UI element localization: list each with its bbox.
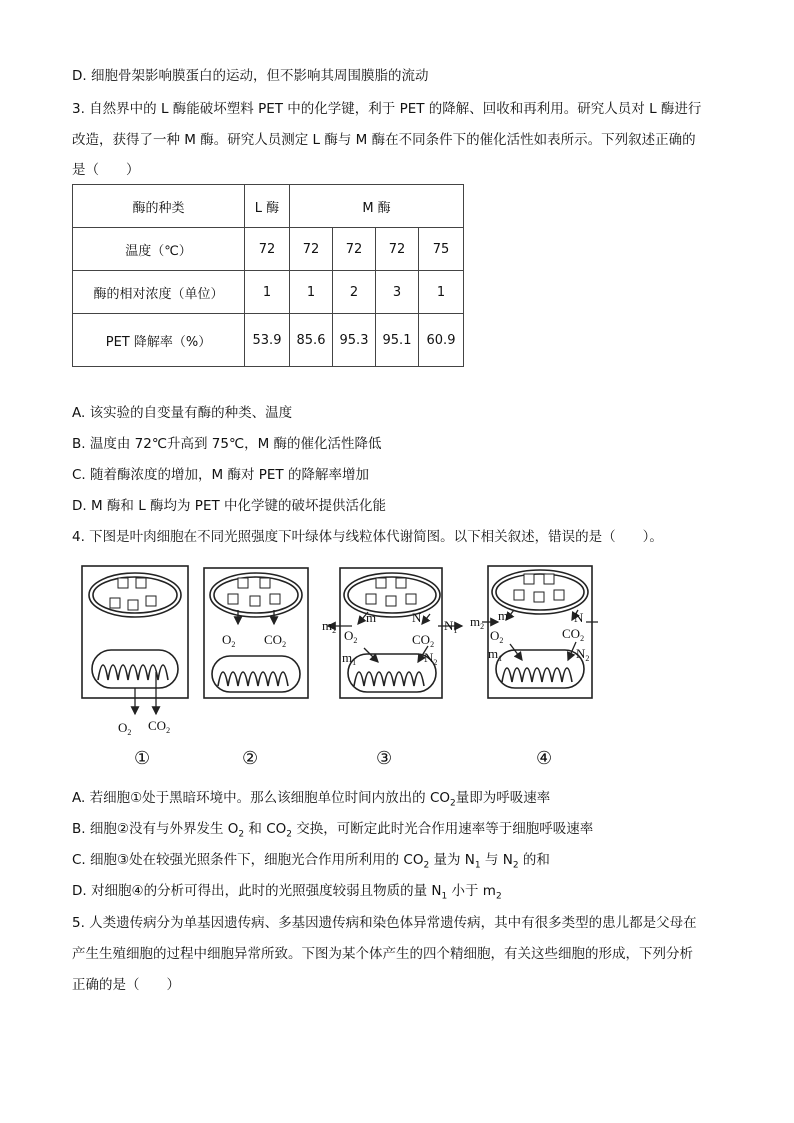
table-cell: 95.1: [376, 314, 419, 367]
q3-stem-line3: 是（ ）: [72, 162, 140, 178]
label-o2: $O_2$: [222, 632, 236, 649]
table-cell: 2: [333, 271, 376, 314]
q3-option-c: C. 随着酶浓度的增加，M 酶对 PET 的降解率增加: [72, 467, 369, 483]
table-cell: 72: [245, 228, 290, 271]
label-m2: $m_2$: [322, 618, 337, 635]
table-cell: 85.6: [290, 314, 333, 367]
table-cell: 3: [376, 271, 419, 314]
label-m1: $m_1$: [488, 646, 503, 663]
chloroplast-3: [344, 573, 440, 617]
table-cell: 72: [333, 228, 376, 271]
table-cell: 1: [290, 271, 333, 314]
table-cell: 酶的相对浓度（单位）: [73, 271, 245, 314]
enzyme-table: [72, 184, 464, 367]
option-d-prev: D. 细胞骨架影响膜蛋白的运动，但不影响其周围膜脂的流动: [72, 68, 429, 84]
q5-stem-line1: 5. 人类遗传病分为单基因遗传病、多基因遗传病和染色体异常遗传病，其中有很多类型的患儿都是父母在: [72, 915, 697, 931]
label-o2: $O_2$: [490, 628, 504, 645]
label-co2: $CO_2$: [562, 626, 585, 643]
chloroplast-mitochondria-diagram: [78, 562, 598, 772]
table-cell: 53.9: [245, 314, 290, 367]
table-row: [73, 314, 464, 367]
q5-stem-line2: 产生生殖细胞的过程中细胞异常所致。下图为某个体产生的四个精细胞，有关这些细胞的形成，下列分析: [72, 946, 693, 962]
table-cell: 温度（℃）: [73, 228, 245, 271]
label-m2: $m_2$: [470, 614, 485, 631]
table-row: [73, 228, 464, 271]
label-n1: $N_1$: [444, 618, 458, 635]
q4-option-b: B. 细胞②没有与外界发生 $O_2$ 和 $CO_2$ 交换，可断定此时光合作用速率等于细胞呼吸速率: [72, 821, 594, 840]
chloroplast-2: [210, 573, 302, 617]
table-cell: 1: [245, 271, 290, 314]
q3-option-b: B. 温度由 72℃升高到 75℃，M 酶的催化活性降低: [72, 436, 382, 452]
q3-stem-line1: 3. 自然界中的 L 酶能破坏塑料 PET 中的化学键，利于 PET 的降解、回收和再利用。研究人员对 L 酶进行: [72, 101, 702, 117]
table-cell: 60.9: [419, 314, 464, 367]
q4-stem: 4. 下图是叶肉细胞在不同光照强度下叶绿体与线粒体代谢简图。以下相关叙述，错误的是（ ）。: [72, 529, 663, 545]
cell-2-label: ②: [242, 748, 259, 769]
cell-4-label: ④: [536, 748, 553, 769]
mitochondrion-4: [496, 650, 584, 688]
q5-stem-line3: 正确的是（ ）: [72, 977, 180, 993]
label-m: m: [498, 608, 509, 623]
table-cell: 1: [419, 271, 464, 314]
label-n: N: [412, 610, 422, 625]
table-header-row: [73, 185, 464, 228]
q3-option-d: D. M 酶和 L 酶均为 PET 中化学键的破坏提供活化能: [72, 498, 387, 514]
label-co2: $CO_2$: [264, 632, 287, 649]
table-cell: 72: [290, 228, 333, 271]
label-o2: $O_2$: [344, 628, 358, 645]
q4-option-c: C. 细胞③处在较强光照条件下，细胞光合作用所利用的 $CO_2$ 量为 $N_1$ 与 $N_2$ 的和: [72, 852, 550, 871]
label-o2: $O_2$: [118, 720, 132, 737]
table-row: [73, 271, 464, 314]
mitochondrion-3: [348, 654, 436, 692]
table-cell: 72: [376, 228, 419, 271]
cell-1-label: ①: [134, 748, 151, 769]
table-cell: 75: [419, 228, 464, 271]
q3-option-a: A. 该实验的自变量有酶的种类、温度: [72, 405, 293, 421]
table-cell: 95.3: [333, 314, 376, 367]
q3-stem-line2: 改造，获得了一种 M 酶。研究人员测定 L 酶与 M 酶在不同条件下的催化活性如表所示。下列叙述正确的: [72, 132, 696, 148]
cell-3-label: ③: [376, 748, 393, 769]
table-cell: L 酶: [245, 185, 290, 228]
label-m1: $m_1$: [342, 650, 357, 667]
table-cell: M 酶: [290, 185, 464, 228]
label-n2: $N_2$: [576, 646, 590, 663]
label-n: N: [574, 610, 584, 625]
q4-option-a: A. 若细胞①处于黑暗环境中。那么该细胞单位时间内放出的 $CO_2$量即为呼吸速率: [72, 790, 551, 809]
label-n2: $N_2$: [424, 650, 438, 667]
q4-option-d: D. 对细胞④的分析可得出，此时的光照强度较弱且物质的量 $N_1$ 小于 $m_2$: [72, 883, 502, 902]
table-cell: 酶的种类: [73, 185, 245, 228]
table-cell: PET 降解率（%）: [73, 314, 245, 367]
label-m: m: [366, 610, 377, 625]
label-co2: $CO_2$: [412, 632, 435, 649]
label-co2: $CO_2$: [148, 718, 171, 735]
